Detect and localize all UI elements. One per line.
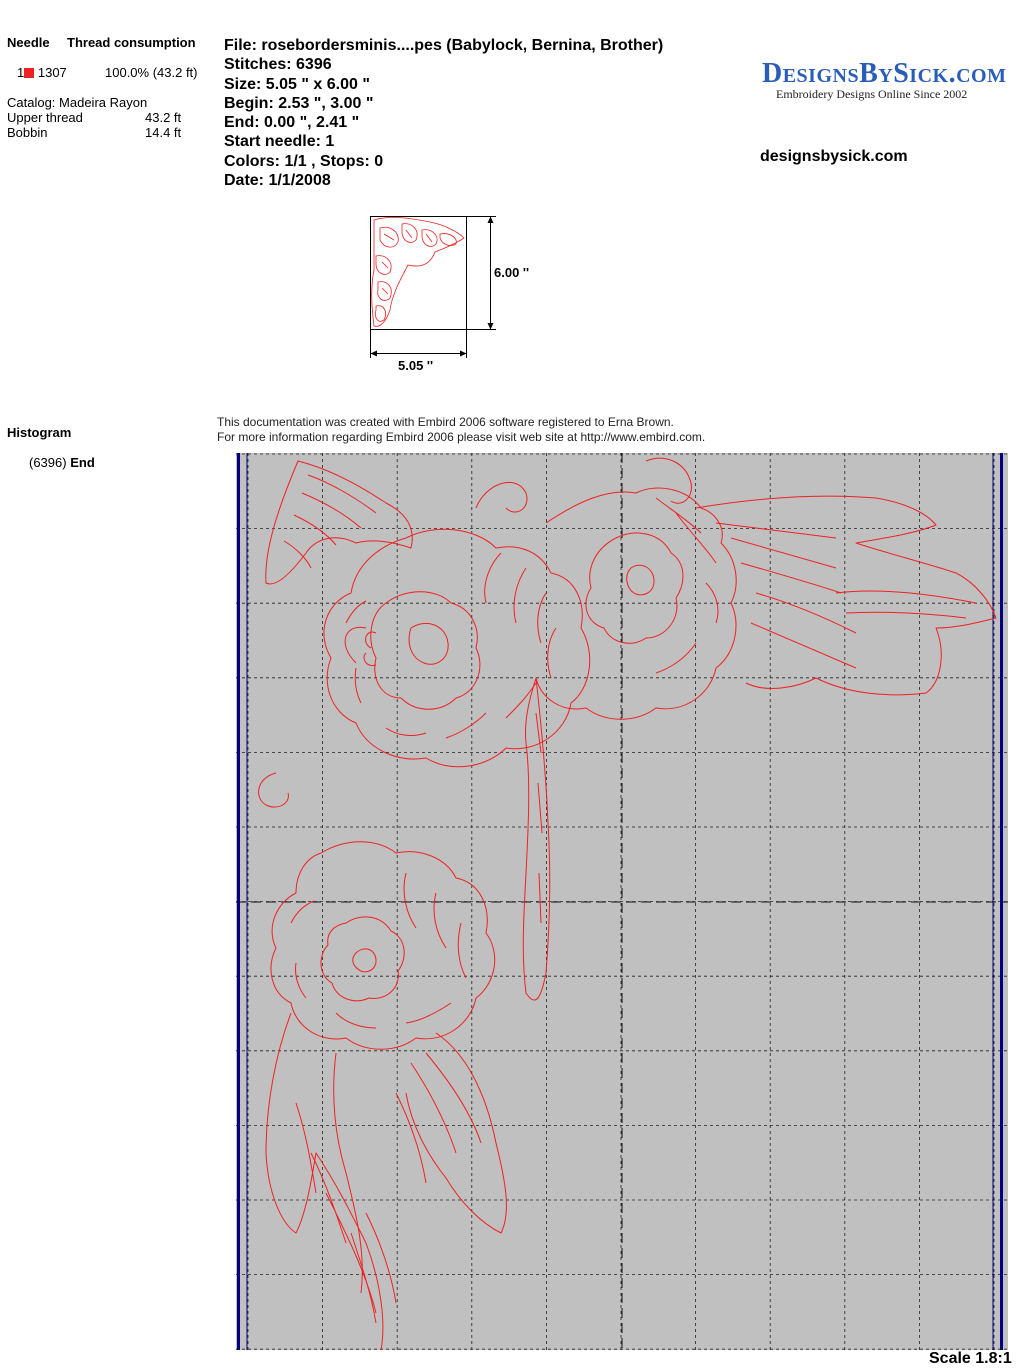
histogram-entry (29, 455, 95, 470)
design-thumbnail (360, 210, 550, 380)
needle-row (17, 65, 67, 80)
frame-left-edge (237, 453, 240, 1350)
needle-number: 1 (17, 65, 25, 80)
stitch-count: Stitches: 6396 (224, 56, 332, 74)
histogram-entry-label: End (70, 455, 95, 470)
colors-stops: Colors: 1/1 , Stops: 0 (224, 152, 384, 170)
preview-scale: Scale 1.8:1 (929, 1350, 1012, 1367)
thumbnail-height-label: 6.00 '' (494, 265, 530, 280)
stitch-preview (236, 453, 1008, 1350)
software-notice (217, 415, 705, 445)
design-info (224, 36, 663, 190)
bobbin-value: 14.4 ft (145, 125, 182, 140)
catalog-label: Catalog: Madeira Rayon (7, 95, 148, 110)
begin-point: Begin: 2.53 ", 3.00 " (224, 94, 374, 112)
design-date: Date: 1/1/2008 (224, 172, 331, 190)
notice-line-1: This documentation was created with Embird 2006 software registered to Erna Brown. (217, 415, 674, 429)
end-point: End: 0.00 ", 2.41 " (224, 114, 360, 132)
thumbnail-width-label: 5.05 '' (398, 358, 434, 373)
brand-website: designsbysick.com (760, 148, 908, 165)
histogram-header: Histogram (7, 425, 72, 440)
upper-thread-value: 43.2 ft (145, 110, 182, 125)
thread-color-swatch (24, 68, 34, 78)
frame-right-edge (1000, 453, 1003, 1350)
histogram-count: (6396) (29, 455, 67, 470)
needle-consumption: 100.0% (43.2 ft) (105, 65, 198, 80)
design-size: Size: 5.05 " x 6.00 " (224, 75, 370, 93)
file-name: File: rosebordersminis....pes (Babylock, Bernina, Brother) (224, 37, 664, 54)
thread-consumption-header: Thread consumption (67, 35, 196, 50)
needle-header: Needle (7, 35, 50, 50)
notice-line-2: For more information regarding Embird 2006 please visit web site at http://www.embird.com. (217, 430, 706, 444)
upper-thread-label: Upper thread (7, 110, 83, 125)
thread-code: 1307 (37, 65, 67, 80)
brand-logo: DesignsBySick.com (762, 58, 1007, 89)
bobbin-label: Bobbin (7, 125, 48, 140)
brand-tagline: Embroidery Designs Online Since 2002 (776, 87, 968, 101)
start-needle: Start needle: 1 (224, 133, 335, 151)
